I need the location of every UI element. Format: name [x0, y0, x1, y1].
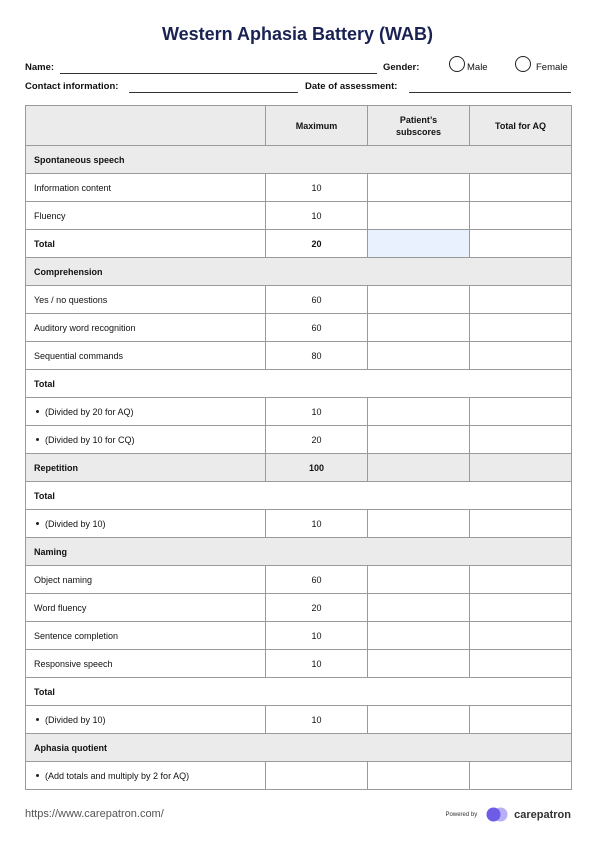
table-row [26, 342, 572, 370]
row-maximum: 20 [266, 594, 368, 622]
row-maximum: 10 [266, 650, 368, 678]
subscore-cell[interactable] [368, 230, 470, 258]
row-label [26, 706, 266, 734]
row-label: Sequential commands [26, 342, 266, 370]
row-label: Yes / no questions [26, 286, 266, 314]
row-maximum: 10 [266, 706, 368, 734]
row-label: Word fluency [26, 594, 266, 622]
subscore-cell[interactable] [368, 286, 470, 314]
total-aq-cell[interactable] [470, 594, 572, 622]
table-row [26, 510, 572, 538]
female-label: Female [536, 62, 568, 73]
bullet-icon [36, 522, 39, 525]
table-row [26, 146, 572, 174]
subscore-cell[interactable] [368, 398, 470, 426]
table-row [26, 174, 572, 202]
row-label: Responsive speech [26, 650, 266, 678]
table-header-row [26, 106, 572, 146]
row-label: Total [26, 370, 572, 398]
row-label-text: (Add totals and multiply by 2 for AQ) [45, 770, 190, 781]
row-maximum: 10 [266, 398, 368, 426]
row-maximum: 60 [266, 286, 368, 314]
total-aq-cell[interactable] [470, 174, 572, 202]
table-row [26, 482, 572, 510]
total-aq-cell[interactable] [470, 510, 572, 538]
total-aq-cell[interactable] [470, 342, 572, 370]
row-label-text: (Divided by 20 for AQ) [45, 406, 134, 417]
row-label: Total [26, 678, 572, 706]
row-label: Information content [26, 174, 266, 202]
name-gender-row [25, 59, 571, 75]
row-label: Auditory word recognition [26, 314, 266, 342]
subscore-cell[interactable] [368, 314, 470, 342]
table-row [26, 566, 572, 594]
row-label: Sentence completion [26, 622, 266, 650]
date-field[interactable] [409, 92, 571, 93]
date-label: Date of assessment: [305, 81, 398, 92]
contact-label: Contact information: [25, 81, 119, 92]
row-maximum: 20 [266, 230, 368, 258]
total-aq-cell[interactable] [470, 622, 572, 650]
total-aq-cell[interactable] [470, 286, 572, 314]
table-row [26, 650, 572, 678]
row-maximum: 100 [266, 454, 368, 482]
header-maximum: Maximum [266, 106, 368, 146]
name-field[interactable] [60, 73, 377, 74]
subscore-cell[interactable] [368, 706, 470, 734]
row-maximum: 60 [266, 566, 368, 594]
subscore-cell[interactable] [368, 510, 470, 538]
table-row [26, 202, 572, 230]
table-row [26, 370, 572, 398]
row-label: Naming [26, 538, 572, 566]
female-radio[interactable] [515, 56, 531, 72]
page-title: Western Aphasia Battery (WAB) [161, 24, 434, 44]
row-label-text: (Divided by 10) [45, 714, 106, 725]
total-aq-cell[interactable] [470, 398, 572, 426]
row-label [26, 510, 266, 538]
row-maximum: 20 [266, 426, 368, 454]
table-row [26, 258, 572, 286]
table-row [26, 426, 572, 454]
footer [25, 806, 571, 822]
footer-url[interactable]: https://www.carepatron.com/ [25, 808, 164, 820]
name-label: Name: [25, 62, 55, 73]
brand-name: carepatron [514, 808, 571, 821]
total-aq-cell[interactable] [470, 314, 572, 342]
row-label [26, 762, 266, 790]
row-label: Spontaneous speech [26, 146, 572, 174]
gender-label: Gender: [383, 62, 420, 73]
table-row [26, 538, 572, 566]
row-maximum: 10 [266, 174, 368, 202]
total-aq-cell[interactable] [470, 454, 572, 482]
row-label: Fluency [26, 202, 266, 230]
powered-by-text: Powered by [445, 811, 478, 818]
table-row [26, 230, 572, 258]
row-maximum: 10 [266, 622, 368, 650]
row-maximum [266, 762, 368, 790]
subscore-cell[interactable] [368, 650, 470, 678]
table-row [26, 734, 572, 762]
row-label: Comprehension [26, 258, 572, 286]
total-aq-cell[interactable] [470, 706, 572, 734]
table-row [26, 454, 572, 482]
table-row [26, 314, 572, 342]
total-aq-cell[interactable] [470, 426, 572, 454]
table-row [26, 594, 572, 622]
bullet-icon [36, 410, 39, 413]
table-row [26, 762, 572, 790]
table-row [26, 678, 572, 706]
row-label: Aphasia quotient [26, 734, 572, 762]
header-blank [26, 106, 266, 146]
subscore-cell[interactable] [368, 762, 470, 790]
table-row [26, 286, 572, 314]
total-aq-cell[interactable] [470, 650, 572, 678]
table-row [26, 398, 572, 426]
row-label: Repetition [26, 454, 266, 482]
header-subscores: Patient’s subscores [368, 106, 470, 146]
subscore-cell[interactable] [368, 426, 470, 454]
bullet-icon [36, 718, 39, 721]
row-maximum: 10 [266, 202, 368, 230]
total-aq-cell[interactable] [470, 230, 572, 258]
subscore-cell[interactable] [368, 594, 470, 622]
row-label-text: (Divided by 10 for CQ) [45, 434, 135, 445]
row-label-text: (Divided by 10) [45, 518, 106, 529]
row-label: Total [26, 482, 572, 510]
bullet-icon [36, 774, 39, 777]
total-aq-cell[interactable] [470, 762, 572, 790]
table-row [26, 622, 572, 650]
subscore-cell[interactable] [368, 566, 470, 594]
male-label: Male [467, 62, 488, 73]
row-label [26, 398, 266, 426]
subscore-cell[interactable] [368, 454, 470, 482]
row-maximum: 80 [266, 342, 368, 370]
subscore-cell[interactable] [368, 622, 470, 650]
bullet-icon [36, 438, 39, 441]
subscore-cell[interactable] [368, 174, 470, 202]
table-row [26, 706, 572, 734]
male-radio[interactable] [449, 56, 465, 72]
header-total-aq: Total for AQ [470, 106, 572, 146]
row-maximum: 60 [266, 314, 368, 342]
subscore-cell[interactable] [368, 342, 470, 370]
row-maximum: 10 [266, 510, 368, 538]
wab-score-table [25, 105, 572, 790]
contact-field[interactable] [129, 92, 298, 93]
subscore-cell[interactable] [368, 202, 470, 230]
contact-date-row [25, 78, 571, 94]
total-aq-cell[interactable] [470, 202, 572, 230]
total-aq-cell[interactable] [470, 566, 572, 594]
carepatron-logo-icon [486, 807, 508, 822]
brand [446, 806, 571, 822]
row-label: Total [26, 230, 266, 258]
row-label: Object naming [26, 566, 266, 594]
row-label [26, 426, 266, 454]
